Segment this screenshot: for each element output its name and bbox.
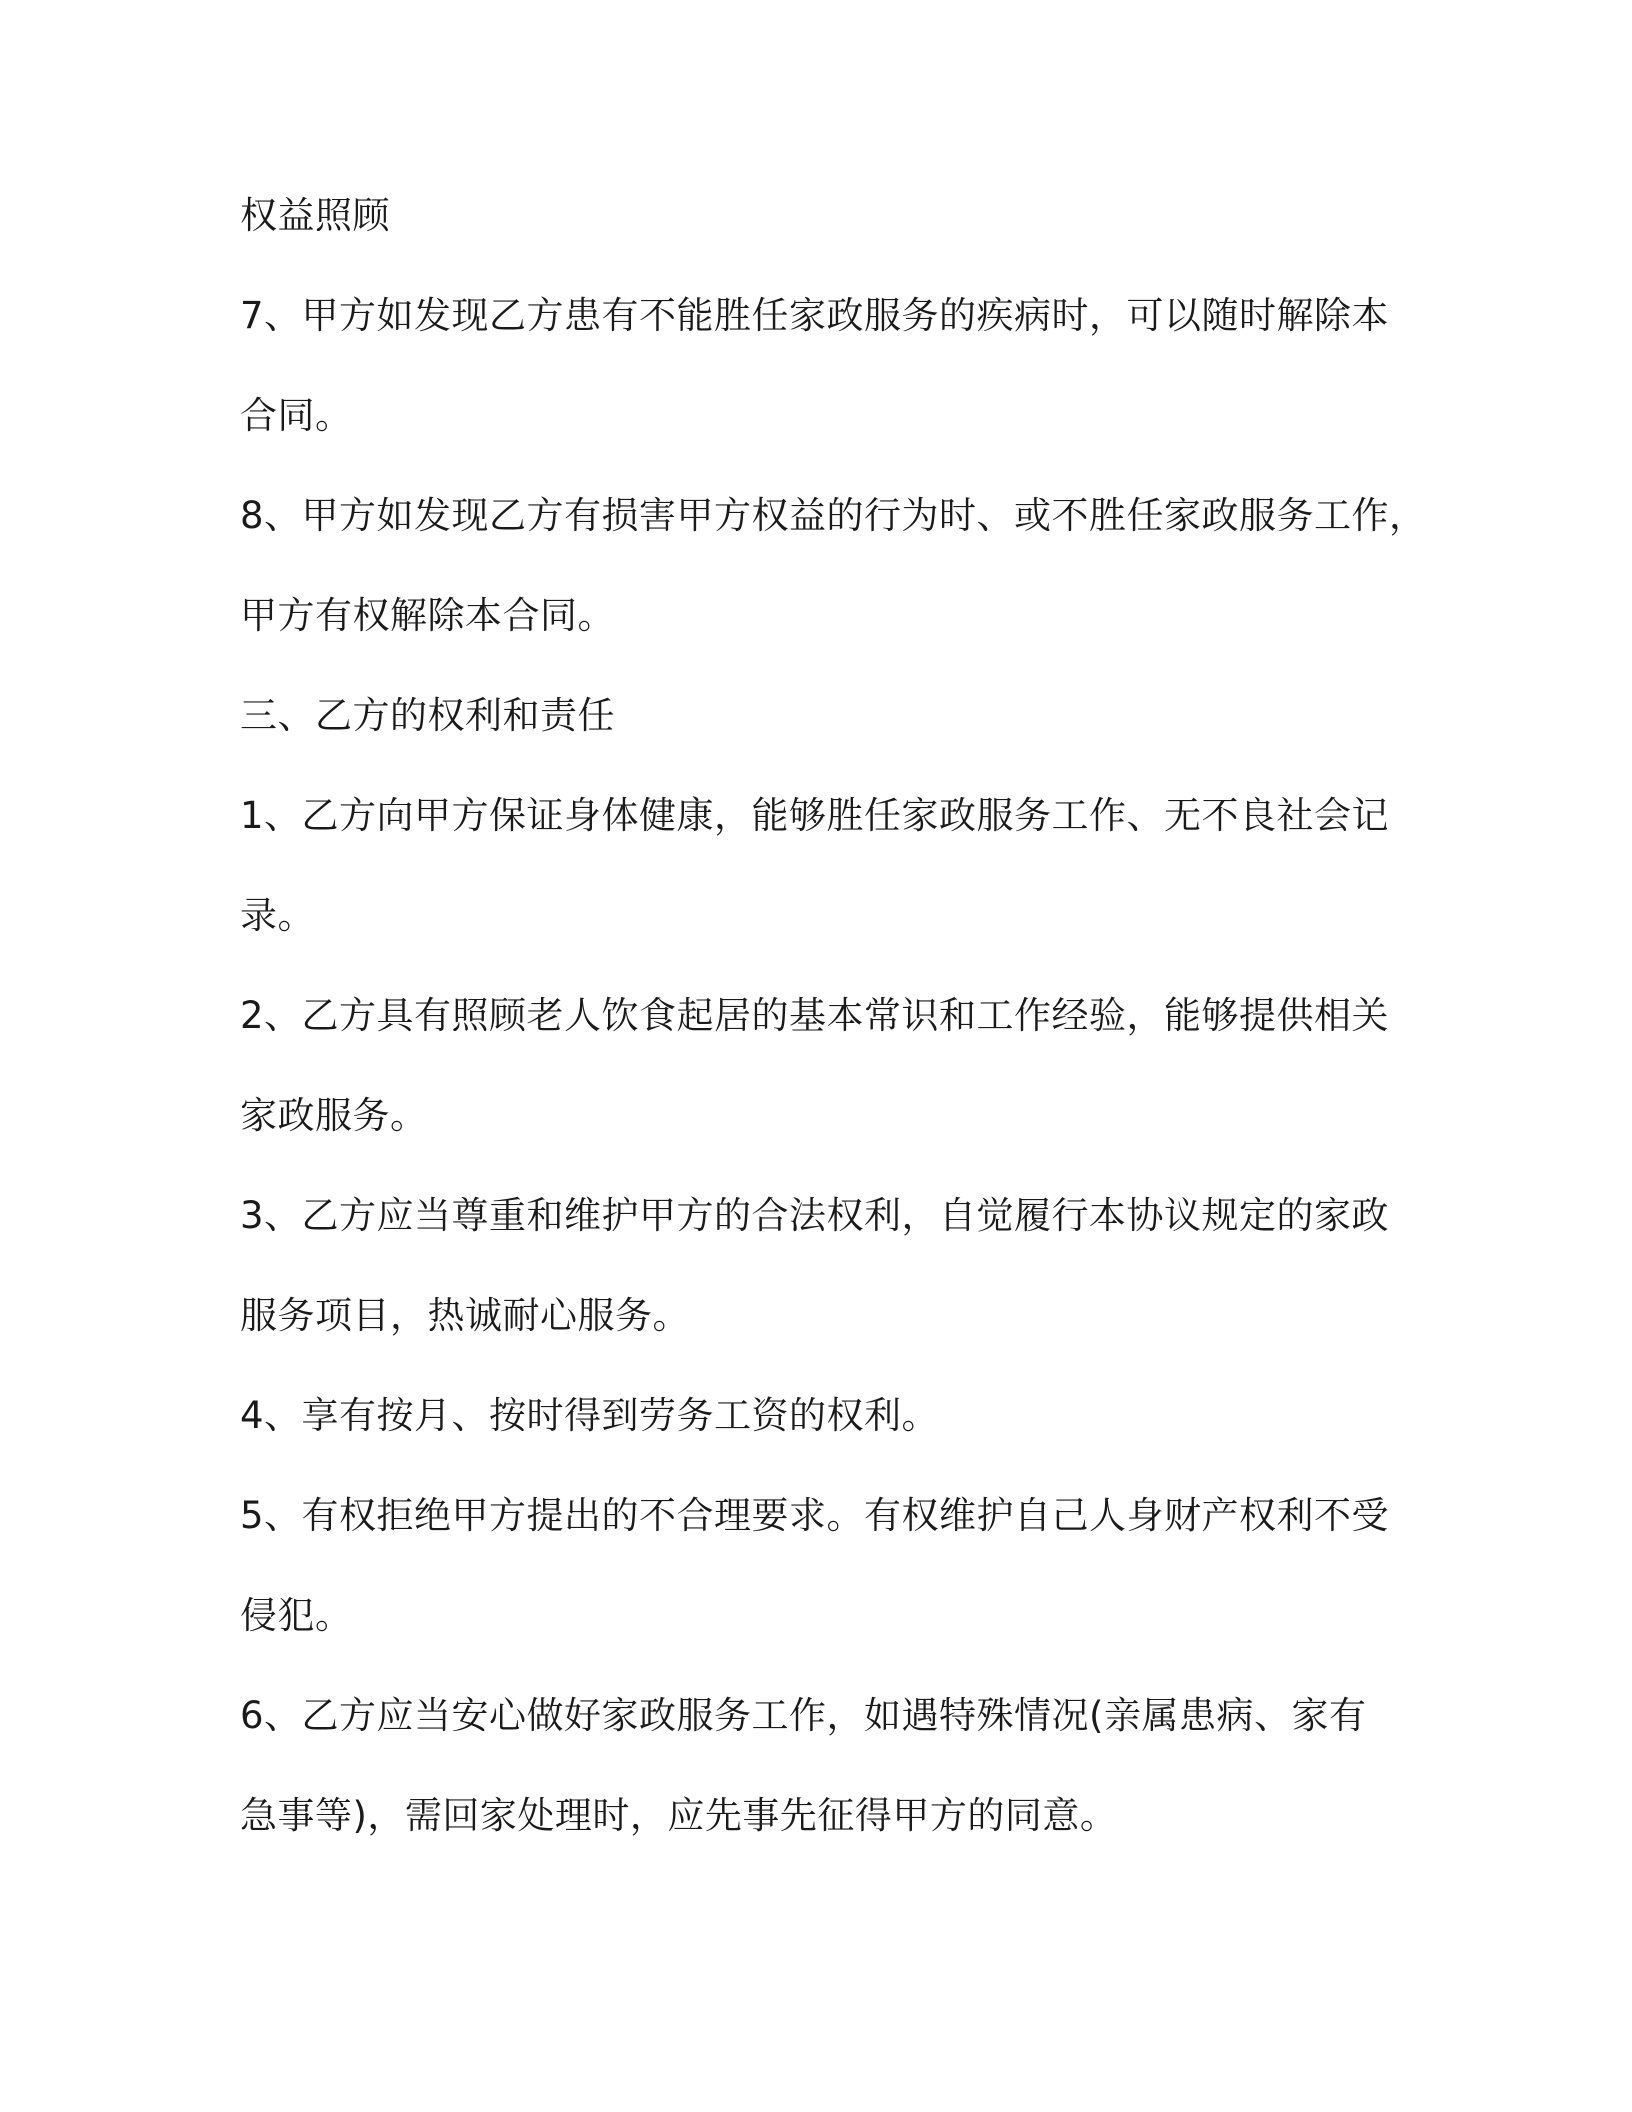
text-line-2: 7、甲方如发现乙方患有不能胜任家政服务的疾病时，可以随时解除本 (240, 294, 1390, 337)
text-line-1: 权益照顾 (240, 194, 390, 237)
text-line-10: 家政服务。 (240, 1094, 428, 1137)
text-line-17: 急事等)，需回家处理时，应先事先征得甲方的同意。 (240, 1794, 1118, 1837)
text-line-8: 录。 (240, 894, 315, 937)
text-line-5: 甲方有权解除本合同。 (240, 594, 615, 637)
text-line-12: 服务项目，热诚耐心服务。 (240, 1294, 690, 1337)
text-line-16: 6、乙方应当安心做好家政服务工作，如遇特殊情况(亲属患病、家有 (240, 1694, 1367, 1737)
section-heading: 三、乙方的权利和责任 (240, 694, 615, 737)
text-line-3: 合同。 (240, 394, 353, 437)
text-line-4: 8、甲方如发现乙方有损害甲方权益的行为时、或不胜任家政服务工作， (240, 494, 1427, 537)
text-line-7: 1、乙方向甲方保证身体健康，能够胜任家政服务工作、无不良社会记 (240, 794, 1390, 837)
text-line-15: 侵犯。 (240, 1594, 353, 1637)
text-line-13: 4、享有按月、按时得到劳务工资的权利。 (240, 1394, 940, 1437)
text-line-14: 5、有权拒绝甲方提出的不合理要求。有权维护自己人身财产权利不受 (240, 1494, 1390, 1537)
text-line-11: 3、乙方应当尊重和维护甲方的合法权利，自觉履行本协议规定的家政 (240, 1194, 1390, 1237)
text-line-9: 2、乙方具有照顾老人饮食起居的基本常识和工作经验，能够提供相关 (240, 994, 1390, 1037)
